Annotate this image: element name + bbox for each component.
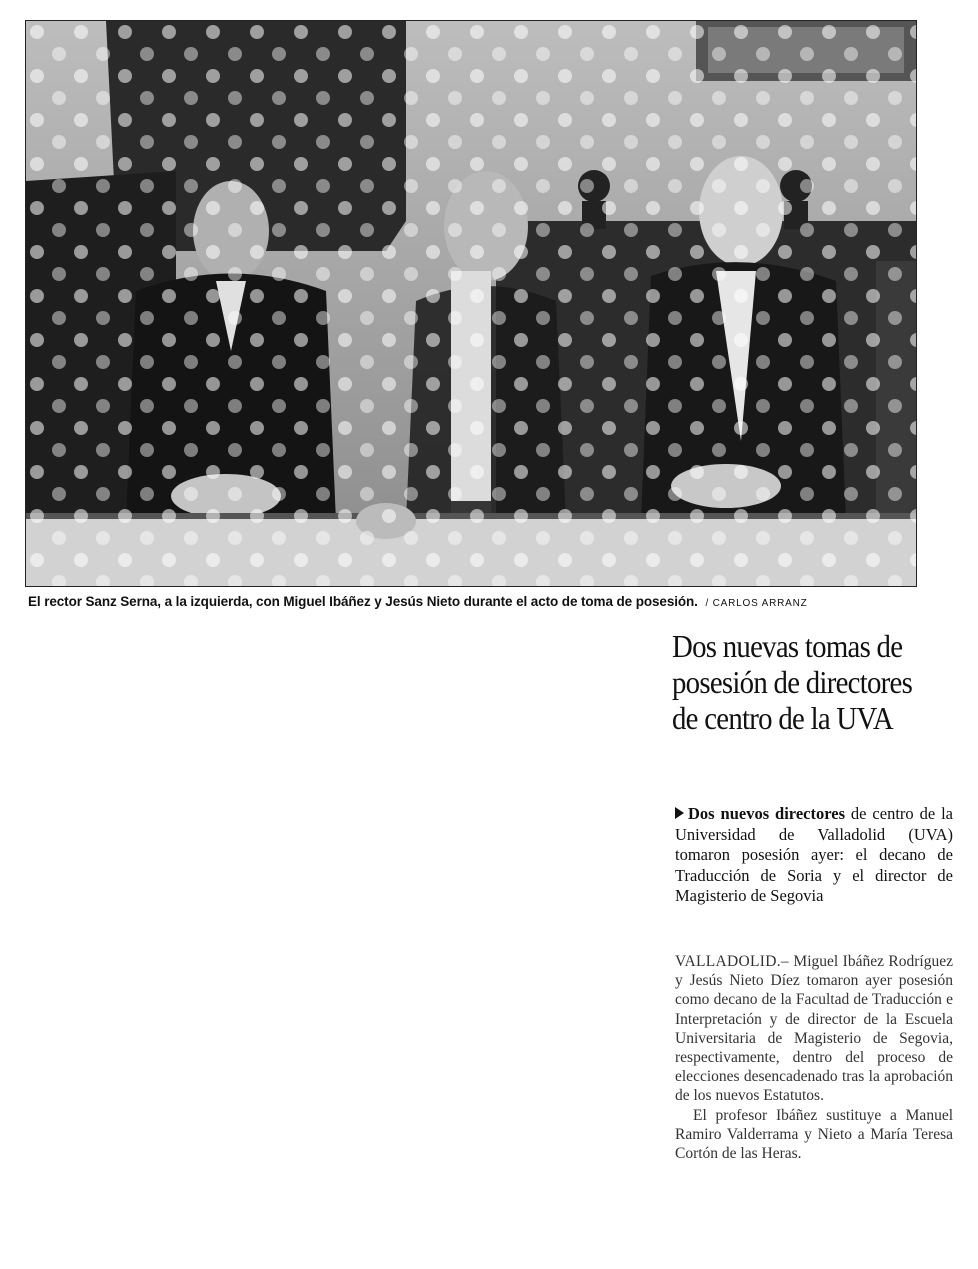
- photo-credit: / CARLOS ARRANZ: [705, 598, 808, 609]
- article-body: [675, 952, 953, 1163]
- caption-text: El rector Sanz Serna, a la izquierda, con Miguel Ibáñez y Jesús Nieto durante el acto de toma de posesión.: [28, 594, 698, 609]
- dateline: VALLADOLID.–: [675, 953, 789, 970]
- subhead-text: de centro de la Universidad de Valladolid (UVA) tomaron posesión ayer: el decano de Traducción de Soria y el director de Magisterio de Segovia: [675, 804, 953, 905]
- photo-image: [26, 21, 916, 586]
- triangle-right-icon: [675, 807, 684, 819]
- body-paragraph-1: [675, 952, 953, 1106]
- subheadline: [675, 804, 953, 907]
- photo-caption: [28, 594, 928, 609]
- subhead-lead: Dos nuevos directores: [688, 804, 845, 823]
- body-paragraph-2: El profesor Ibáñez sustituye a Manuel Ramiro Valderrama y Nieto a María Teresa Cortón de las Heras.: [675, 1106, 953, 1163]
- news-photo: [25, 20, 917, 587]
- body-paragraph-1-text: Miguel Ibáñez Rodríguez y Jesús Nieto Díez tomaron ayer posesión como decano de la Facultad de Traducción e Interpretación y de director de la Escuela Universitaria de Magisterio de Segovia, respectivamente, dentro del proceso de elecciones desencadenado tras la aprobación de los nuevos Estatutos.: [675, 953, 953, 1105]
- headline: Dos nuevas tomas de posesión de directores de centro de la UVA: [672, 628, 913, 736]
